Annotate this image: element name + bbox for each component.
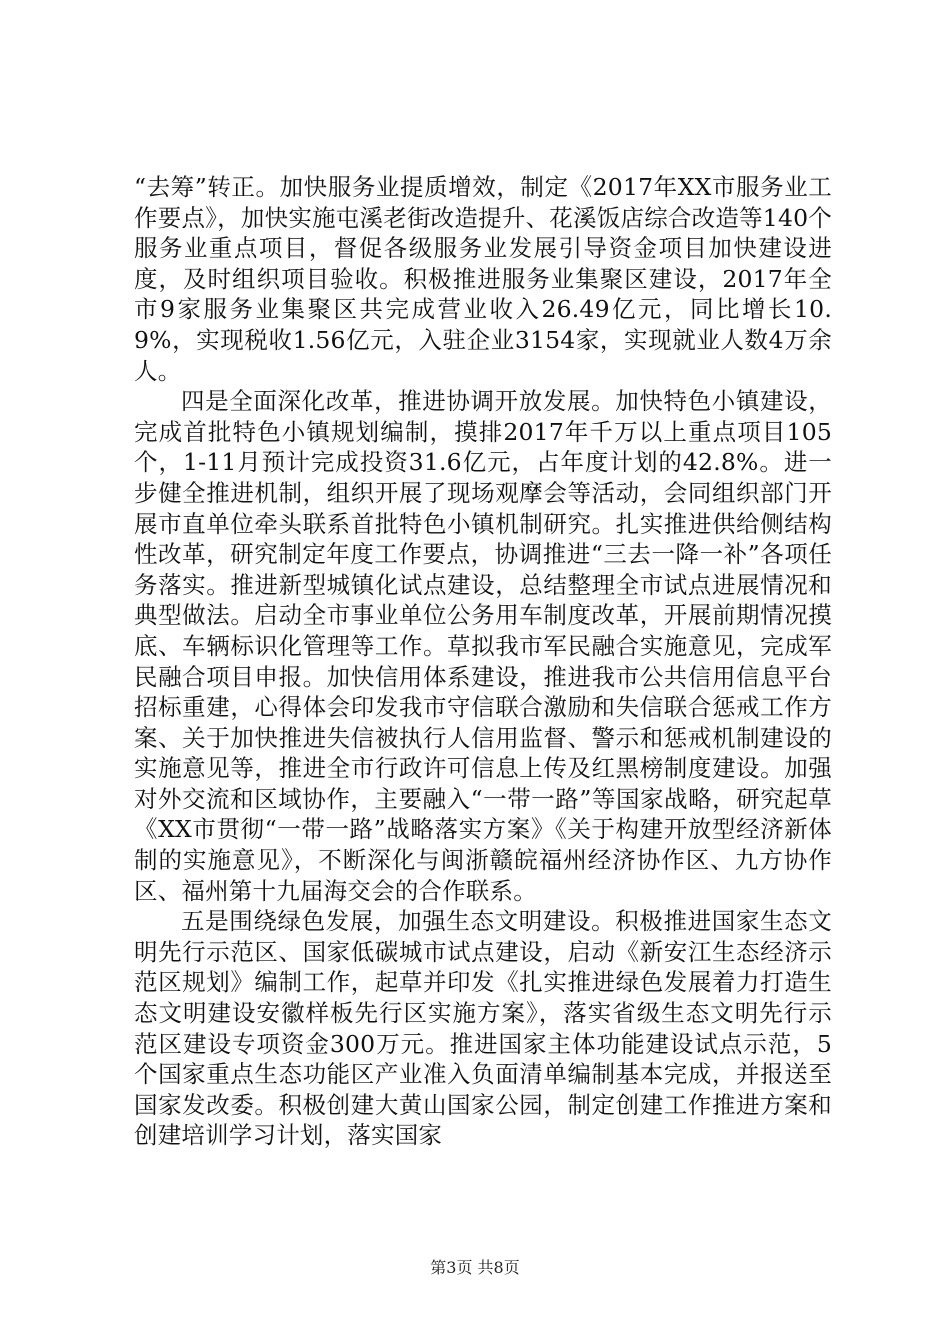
page-number-footer: 第3页 共8页	[430, 1258, 520, 1277]
document-body	[134, 172, 832, 1151]
paragraph-green-development: 五是围绕绿色发展，加强生态文明建设。积极推进国家生态文明先行示范区、国家低碳城市试点建设，启动《新安江生态经济示范区规划》编制工作，起草并印发《扎实推进绿色发展着力打造生态文明建设安徽样板先行区实施方案》，落实省级生态文明先行示范区建设专项资金300万元。推进国家主体功能建设试点示范，5个国家重点生态功能区产业准入负面清单编制基本完成，并报送至国家发改委。积极创建大黄山国家公园，制定创建工作推进方案和创建培训学习计划，落实国家	[134, 907, 832, 1150]
paragraph-services: “去筹”转正。加快服务业提质增效，制定《2017年XX市服务业工作要点》，加快实施屯溪老街改造提升、花溪饭店综合改造等140个服务业重点项目，督促各级服务业发展引导资金项目加快建设进度，及时组织项目验收。积极推进服务业集聚区建设，2017年全市9家服务业集聚区共完成营业收入26.49亿元，同比增长10.9%，实现税收1.56亿元，入驻企业3154家，实现就业人数4万余人。	[134, 173, 832, 385]
paragraph-reform: 四是全面深化改革，推进协调开放发展。加快特色小镇建设，完成首批特色小镇规划编制，摸排2017年千万以上重点项目105个，1-11月预计完成投资31.6亿元，占年度计划的42.8%。进一步健全推进机制，组织开展了现场观摩会等活动，会同组织部门开展市直单位牵头联系首批特色小镇机制研究。扎实推进供给侧结构性改革，研究制定年度工作要点，协调推进“三去一降一补”各项任务落实。推进新型城镇化试点建设，总结整理全市试点进展情况和典型做法。启动全市事业单位公务用车制度改革，开展前期情况摸底、车辆标识化管理等工作。草拟我市军民融合实施意见，完成军民融合项目申报。加快信用体系建设，推进我市公共信用信息平台招标重建，心得体会印发我市守信联合激励和失信联合惩戒工作方案、关于加快推进失信被执行人信用监督、警示和惩戒机制建设的实施意见等，推进全市行政许可信息上传及红黑榜制度建设。加强对外交流和区域协作，主要融入“一带一路”等国家战略，研究起草《XX市贯彻“一带一路”战略落实方案》《关于构建开放型经济新体制的实施意见》，不断深化与闽浙赣皖福州经济协作区、九方协作区、福州第十九届海交会的合作联系。	[134, 387, 832, 905]
